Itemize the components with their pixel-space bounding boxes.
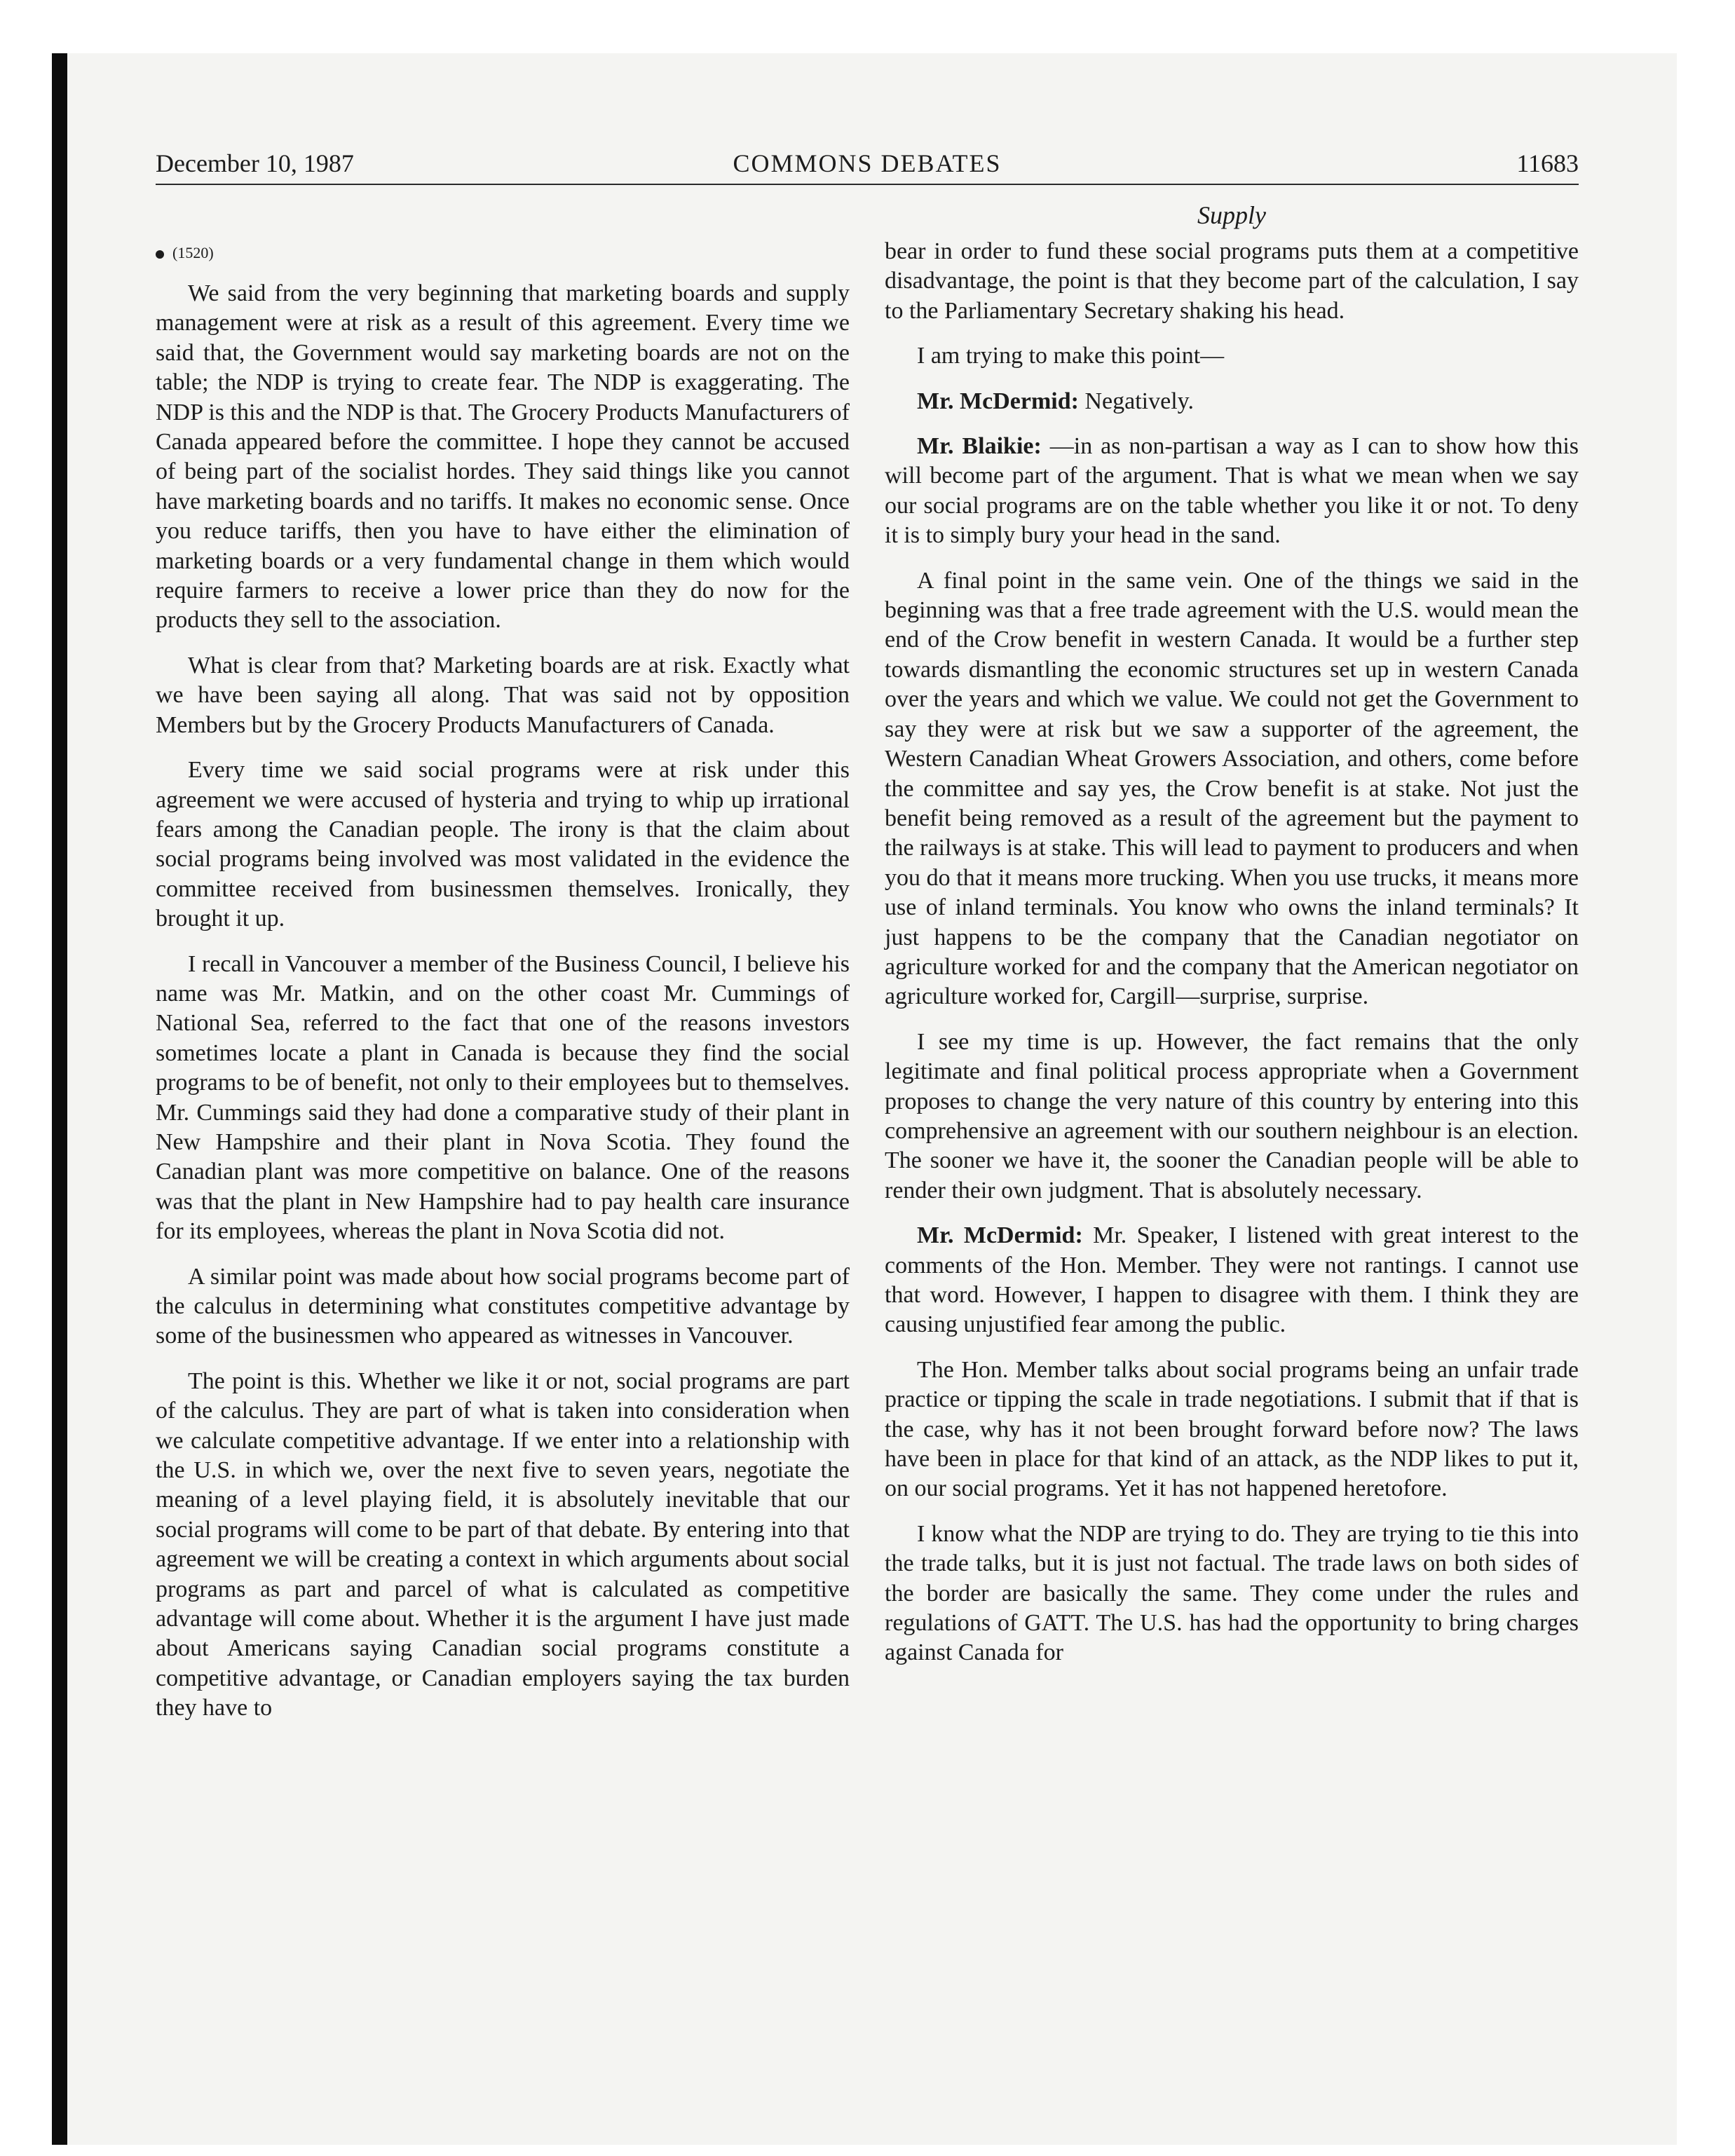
paragraph: I know what the NDP are trying to do. They are trying to tie this into the trade talks, but it is just not factual. The trade laws on both sides of the border are basically the same. They come under the rules and regulations of GATT. The U.S. has had the opportunity to bring charges against Canada for — [885, 1520, 1579, 1666]
paragraph: What is clear from that? Marketing boards are at risk. Exactly what we have been saying all along. That was said not by opposition Members but by the Grocery Products Manufacturers of Canada. — [156, 652, 850, 738]
speech — [885, 387, 1579, 416]
running-head — [156, 144, 1579, 182]
header-date: December 10, 1987 — [156, 149, 354, 177]
paragraph: A similar point was made about how social programs become part of the calculus in determining what constitutes competitive advantage by some of the businessmen who appeared as witnesses in Vancouver. — [156, 1263, 850, 1349]
speech-text: —in as non-partisan a way as I can to show how this will become part of the argument. That is what we mean when we say our social programs are on the table whether you like it or not. To deny it is to simply bury your head in the sand. — [885, 433, 1579, 549]
speaker-name: Mr. McDermid: — [917, 1222, 1083, 1249]
bullet-icon — [156, 250, 164, 259]
header-page-number: 11683 — [1516, 149, 1579, 177]
header-publication: COMMONS DEBATES — [733, 149, 1002, 177]
speaker-name: Mr. McDermid: — [917, 388, 1079, 414]
time-marker — [156, 238, 850, 268]
continuation-paragraph: bear in order to fund these social programs puts them at a competitive disadvantage, the point is that they become part of the calculation, I say to the Parliamentary Secretary shaking his head. — [885, 238, 1579, 324]
paragraph: We said from the very beginning that marketing boards and supply management were at risk as a result of this agreement. Every time we said that, the Government would say marketing boards are not on the table; the NDP is trying to create fear. The NDP is exaggerating. The NDP is this and the NDP is that. The Grocery Products Manufacturers of Canada appeared before the committee. I hope they cannot be accused of being part of the socialist hordes. They said things like you cannot have marketing boards and no tariffs. It makes no economic sense. Once you reduce tariffs, then you have to have either the elimination of marketing boards or a very fundamental change in them which would require farmers to receive a lower price than they do now for the products they sell to the association. — [156, 280, 850, 634]
paragraph: I recall in Vancouver a member of the Business Council, I believe his name was Mr. Matkin, and on the other coast Mr. Cummings of National Sea, referred to the fact that one of the reasons investors sometimes locate a plant in Canada is because they find the social programs to be of benefit, not only to their employees but to themselves. Mr. Cummings said they had done a comparative study of their plant in New Hampshire and their plant in Nova Scotia. They found the Canadian plant was more competitive on balance. One of the reasons was that the plant in New Hampshire had to pay health care insurance for its employees, whereas the plant in Nova Scotia did not. — [156, 950, 850, 1245]
paragraph: A final point in the same vein. One of the things we said in the beginning was that a free trade agreement with the U.S. would mean the end of the Crow benefit in western Canada. It would be a further step towards dismantling the economic structures set up in western Canada over the years and which we value. We could not get the Government to say they were at risk but we saw a supporter of the agreement, the Western Canadian Wheat Growers Association, and others, come before the committee and say yes, the Crow benefit is at stake. Not just the benefit being removed as a result of the agreement but the payment to the railways is at stake. This will lead to payment to producers and when you do that it means more trucking. When you use trucks, it means more use of inland terminals. You know who owns the inland terminals? It just happens to be the company that the Canadian negotiator on agriculture worked for and the company that the American negotiator on agriculture worked for, Cargill—surprise, surprise. — [885, 567, 1579, 1010]
speaker-name: Mr. Blaikie: — [917, 433, 1042, 460]
speech — [885, 1221, 1579, 1340]
speech-text: Negatively. — [1078, 388, 1194, 414]
header-rule — [156, 184, 1579, 185]
right-column — [885, 237, 1579, 1684]
paragraph: Every time we said social programs were at risk under this agreement we were accused of hysteria and trying to whip up irrational fears among the Canadian people. The irony is that the claim about social programs being involved was most validated in the evidence the committee received from businessmen themselves. Ironically, they brought it up. — [156, 757, 850, 932]
paragraph: I see my time is up. However, the fact remains that the only legitimate and final political process appropriate when a Government proposes to change the very nature of this country by entering into this comprehensive an agreement with our southern neighbour is an election. The sooner we have it, the sooner the Canadian people will be able to render their own judgment. That is absolutely necessary. — [885, 1028, 1579, 1203]
scan-binding-edge — [52, 53, 67, 2145]
section-heading: Supply — [1197, 201, 1266, 229]
left-column — [156, 238, 850, 1739]
paragraph: I am trying to make this point— — [917, 343, 1225, 369]
paragraph: The Hon. Member talks about social programs being an unfair trade practice or tipping the scale in trade negotiations. I submit that if that is the case, why has it not been brought forward before now? The laws have been in place for that kind of an attack, as the NDP likes to put it, on our social programs. Yet it has not happened heretofore. — [885, 1356, 1579, 1502]
time-marker-label: (1520) — [172, 244, 214, 261]
speech — [885, 432, 1579, 551]
speech-text: Mr. Speaker, I listened with great interest to the comments of the Hon. Member. They were not rantings. I cannot use that word. However, I happen to disagree with them. I think they are causing unjustified fear among the public. — [885, 1222, 1579, 1338]
paragraph: The point is this. Whether we like it or not, social programs are part of the calculus. They are part of what is taken into consideration when we calculate competitive advantage. If we enter into a relationship with the U.S. in which we, over the next five to seven years, negotiate the meaning of a level playing field, it is absolutely inevitable that our social programs will come to be part of that debate. By entering into that agreement we will be creating a context in which arguments about social programs as part and parcel of what is calculated as competitive advantage will come about. Whether it is the argument I have just made about Americans saying Canadian social programs constitute a competitive advantage, or Canadian employers saying the tax burden they have to — [156, 1367, 850, 1721]
